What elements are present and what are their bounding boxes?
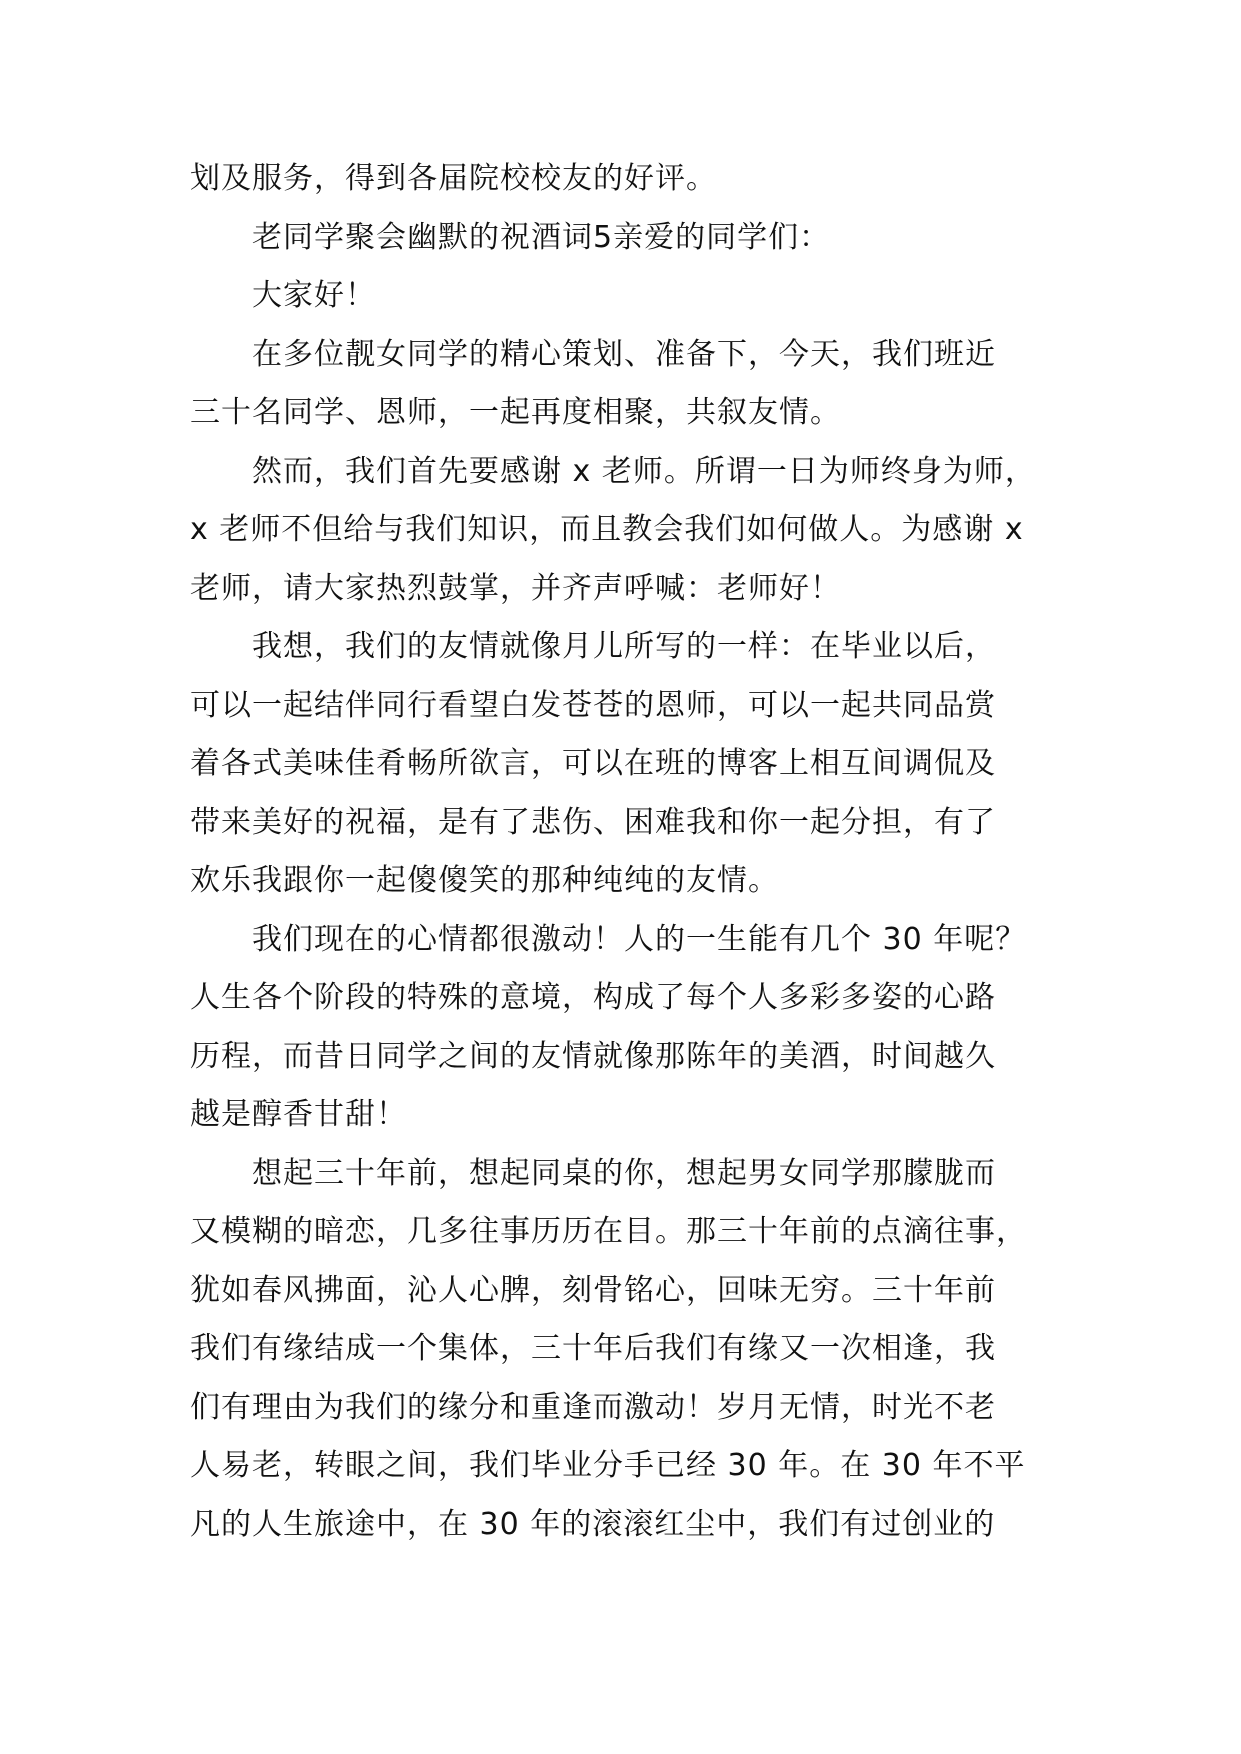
text-line: 人易老，转眼之间，我们毕业分手已经 30 年。在 30 年不平 bbox=[190, 1448, 1026, 1483]
text-line: 划及服务，得到各届院校校友的好评。 bbox=[190, 161, 717, 196]
text-line: 我们有缘结成一个集体，三十年后我们有缘又一次相逢，我 bbox=[190, 1331, 996, 1366]
text-line: 着各式美味佳肴畅所欲言，可以在班的博客上相互间调侃及 bbox=[190, 746, 996, 781]
text-line: 越是醇香甘甜！ bbox=[190, 1097, 407, 1132]
text-line: 人生各个阶段的特殊的意境，构成了每个人多彩多姿的心路 bbox=[190, 980, 996, 1015]
text-line: 犹如春风拂面，沁人心脾，刻骨铭心，回味无穷。三十年前 bbox=[190, 1272, 996, 1308]
text-line: 我想，我们的友情就像月儿所写的一样：在毕业以后， bbox=[252, 629, 996, 664]
text-line: x 老师不但给与我们知识，而且教会我们如何做人。为感谢 x bbox=[190, 512, 1024, 547]
text-line: 然而，我们首先要感谢 x 老师。所谓一日为师终身为师， bbox=[252, 453, 1036, 489]
text-line: 大家好！ bbox=[252, 278, 376, 313]
document-body bbox=[190, 150, 1050, 1554]
text-line: 在多位靓女同学的精心策划、准备下，今天，我们班近 bbox=[252, 336, 996, 372]
text-line: 老同学聚会幽默的祝酒词5亲爱的同学们： bbox=[252, 219, 831, 255]
text-line: 我们现在的心情都很激动！人的一生能有几个 30 年呢？ bbox=[252, 921, 1027, 957]
text-line: 三十名同学、恩师，一起再度相聚，共叙友情。 bbox=[190, 395, 841, 430]
text-line: 带来美好的祝福，是有了悲伤、困难我和你一起分担，有了 bbox=[190, 804, 996, 840]
text-line: 又模糊的暗恋，几多往事历历在目。那三十年前的点滴往事， bbox=[190, 1214, 1027, 1249]
text-line: 可以一起结伴同行看望白发苍苍的恩师，可以一起共同品赏 bbox=[190, 687, 996, 723]
text-line: 欢乐我跟你一起傻傻笑的那种纯纯的友情。 bbox=[190, 863, 779, 898]
text-line: 想起三十年前，想起同桌的你，想起男女同学那朦胧而 bbox=[252, 1155, 996, 1191]
text-line: 们有理由为我们的缘分和重逢而激动！岁月无情，时光不老 bbox=[190, 1389, 996, 1425]
text-line: 凡的人生旅途中，在 30 年的滚滚红尘中，我们有过创业的 bbox=[190, 1506, 996, 1542]
text-line: 老师，请大家热烈鼓掌，并齐声呼喊：老师好！ bbox=[190, 570, 841, 606]
text-line: 历程，而昔日同学之间的友情就像那陈年的美酒，时间越久 bbox=[190, 1038, 996, 1074]
